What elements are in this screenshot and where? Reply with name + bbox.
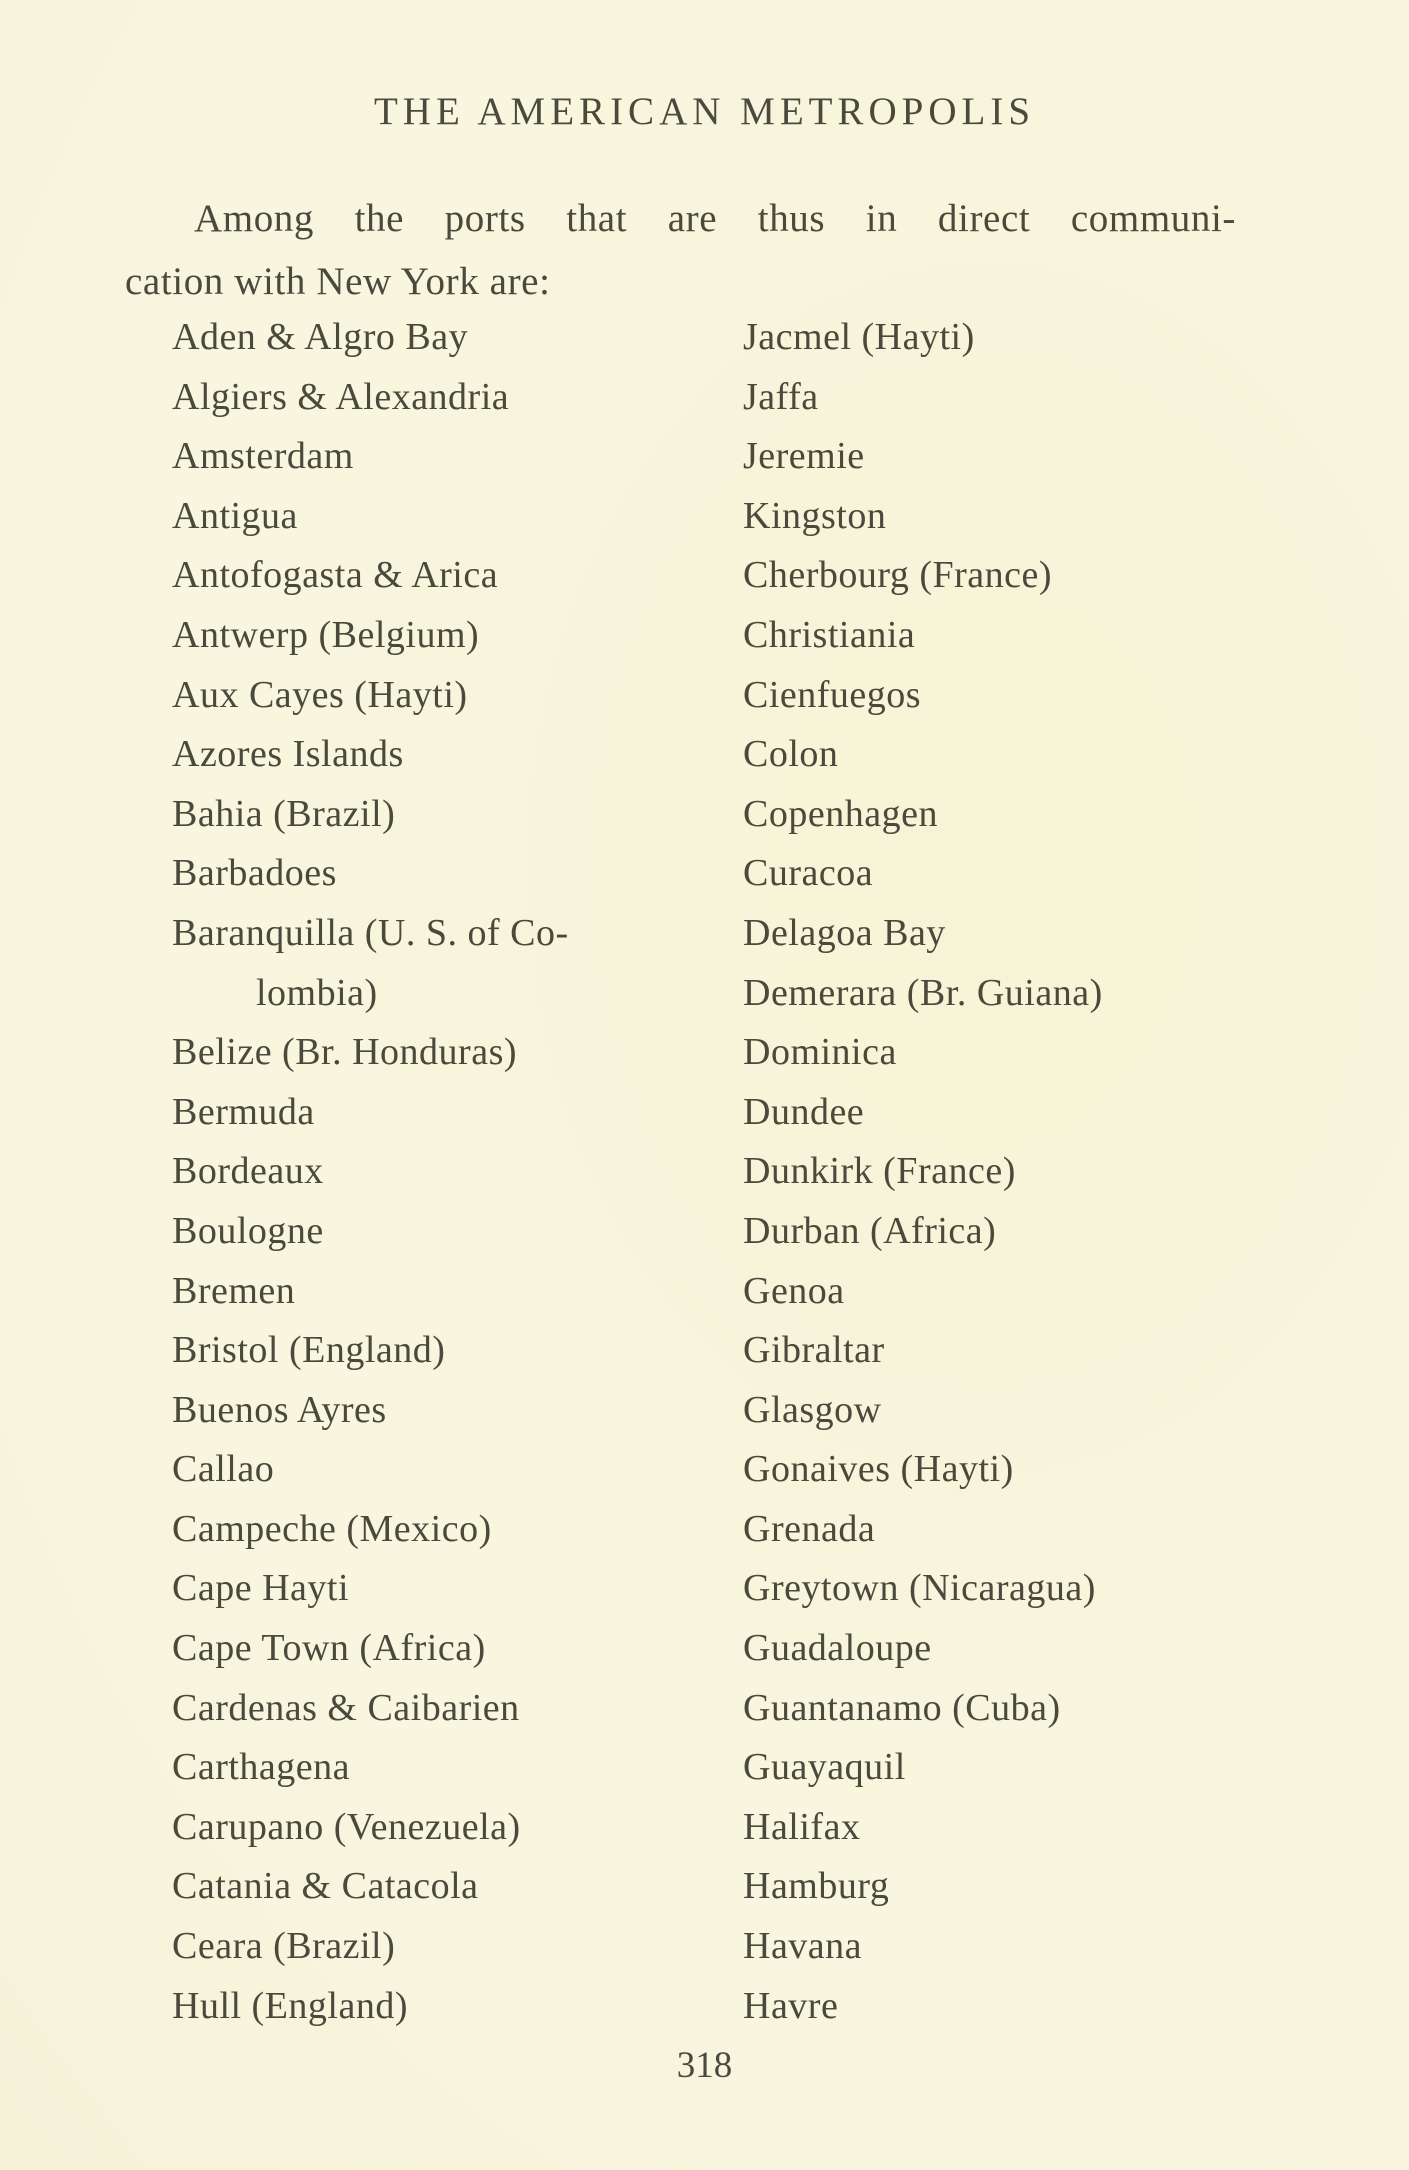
port-list-item: Algiers & Alexandria [172,375,510,418]
port-list-item: Aden & Algro Bay [172,316,469,358]
port-list-item: Antofogasta & Arica [172,554,499,597]
ports-list-right [743,308,1103,2036]
port-list-item: Jacmel (Hayti) [743,316,975,358]
port-list-item: Christiania [743,613,916,656]
port-list-item: Boulogne [172,1209,324,1252]
port-list-item: Antwerp (Belgium) [172,613,480,656]
port-list-item: Cape Town (Africa) [172,1627,486,1670]
port-list-item: Hamburg [743,1865,890,1908]
port-list-item: Havre [743,1984,839,2027]
port-list-item: Aux Cayes (Hayti) [172,673,468,716]
port-list-item: Halifax [743,1805,861,1848]
port-list-item: Cienfuegos [743,673,922,716]
port-list-item: Catania & Catacola [172,1865,479,1908]
port-list-item: Grenada [743,1507,876,1550]
port-list-item: Delagoa Bay [743,911,946,954]
port-list-item: Callao [172,1448,275,1491]
port-list-item: Barbadoes [172,852,337,895]
port-list-item: Dominica [743,1031,897,1074]
port-list-item: Greytown (Nicaragua) [743,1567,1096,1610]
port-list-item: Cherbourg (France) [743,554,1053,597]
port-list-item: Dunkirk (France) [743,1150,1016,1193]
port-list-item: Havana [743,1925,863,1968]
port-list-item: Antigua [172,494,298,537]
port-list-item: Cardenas & Caibarien [172,1686,520,1729]
port-list-item: Bermuda [172,1090,315,1133]
port-list-item: Demerara (Br. Guiana) [743,971,1103,1014]
port-list-item: Guayaquil [743,1746,906,1789]
intro-line-1: Among the ports that are thus in direct communi- [194,197,1236,240]
port-list-item: Genoa [743,1269,845,1312]
port-list-item: Guantanamo (Cuba) [743,1686,1061,1729]
port-list-item: Gibraltar [743,1329,885,1372]
ports-list-left [172,308,569,2036]
port-list-item: Carupano (Venezuela) [172,1805,521,1848]
port-list-item: Gonaives (Hayti) [743,1448,1014,1491]
port-list-item: Guadaloupe [743,1627,932,1670]
port-list-item: Copenhagen [743,792,938,835]
port-list-item: Jeremie [743,435,865,478]
port-list-item: Kingston [743,494,887,537]
running-header: THE AMERICAN METROPOLIS [373,90,1036,133]
port-list-item: Hull (England) [172,1984,409,2027]
port-list-item: Jaffa [743,375,819,418]
port-list-item: lombia) [256,971,378,1014]
port-list-item: Buenos Ayres [172,1388,387,1431]
port-list-item: Ceara (Brazil) [172,1925,396,1968]
port-list-item: Azores Islands [172,733,404,776]
port-list-item: Cape Hayti [172,1567,350,1610]
intro-line-2: cation with New York are: [125,260,551,303]
port-list-item: Bremen [172,1269,296,1312]
port-list-item: Belize (Br. Honduras) [172,1031,518,1074]
port-list-item: Bordeaux [172,1150,324,1193]
port-list-item: Carthagena [172,1746,351,1789]
port-list-item: Amsterdam [172,435,354,478]
port-list-item: Baranquilla (U. S. of Co- [172,911,569,954]
port-list-item: Bristol (England) [172,1329,446,1372]
port-list-item: Colon [743,733,839,776]
port-list-item: Dundee [743,1090,865,1133]
page-number: 318 [676,2045,733,2086]
port-list-item: Glasgow [743,1388,882,1431]
port-list-item: Bahia (Brazil) [172,792,396,835]
port-list-item: Curacoa [743,852,874,895]
port-list-item: Durban (Africa) [743,1209,997,1252]
port-list-item: Campeche (Mexico) [172,1507,492,1550]
